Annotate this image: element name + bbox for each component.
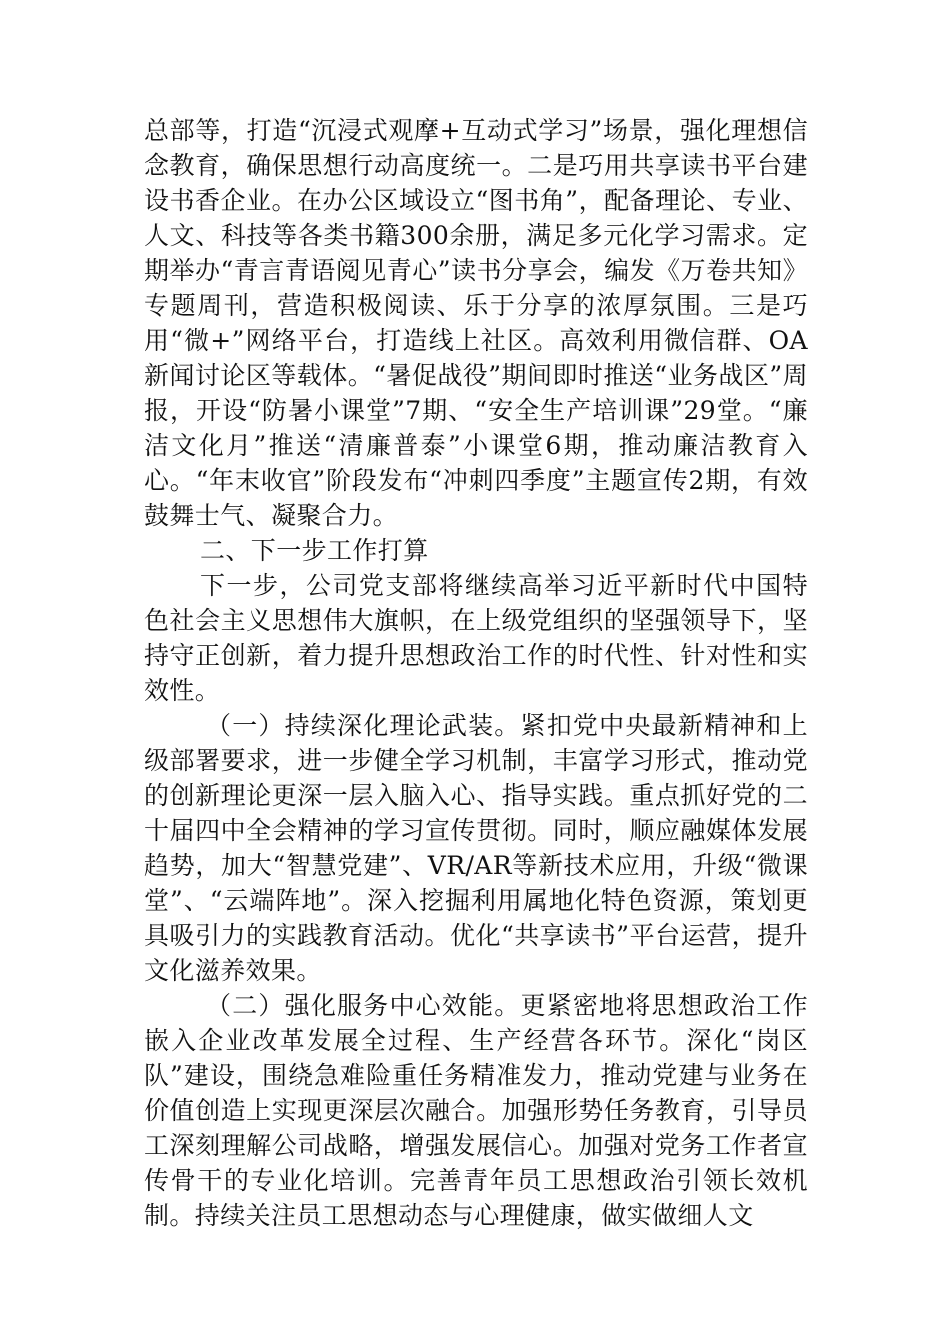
document-page (144, 113, 808, 1233)
body-paragraph-item-1: （一）持续深化理论武装。紧扣党中央最新精神和上级部署要求，进一步健全学习机制，丰富学习形式，推动党的创新理论更深一层入脑入心、指导实践。重点抓好党的二十届四中全会精神的学习宣传贯彻。同时，顺应融媒体发展趋势，加大“智慧党建”、VR/AR等新技术应用，升级“微课堂”、“云端阵地”。深入挖掘利用属地化特色资源，策划更具吸引力的实践教育活动。优化“共享读书”平台运营，提升文化滋养效果。 (144, 711, 808, 985)
body-paragraph-next-steps-intro: 下一步，公司党支部将继续高举习近平新时代中国特色社会主义思想伟大旗帜，在上级党组织的坚强领导下，坚持守正创新，着力提升思想政治工作的时代性、针对性和实效性。 (144, 571, 808, 705)
body-paragraph-item-2: （二）强化服务中心效能。更紧密地将思想政治工作嵌入企业改革发展全过程、生产经营各环节。深化“岗区队”建设，围绕急难险重任务精准发力，推动党建与业务在价值创造上实现更深层次融合。加强形势任务教育，引导员工深刻理解公司战略，增强发展信心。加强对党务工作者宣传骨干的专业化培训。完善青年员工思想政治引领长效机制。持续关注员工思想动态与心理健康，做实做细人文 (144, 991, 808, 1230)
section-heading-next-steps: 二、下一步工作打算 (200, 536, 429, 565)
body-paragraph-continued: 总部等，打造“沉浸式观摩+互动式学习”场景，强化理想信念教育，确保思想行动高度统一。二是巧用共享读书平台建设书香企业。在办公区域设立“图书角”，配备理论、专业、人文、科技等各类书籍300余册，满足多元化学习需求。定期举办“青言青语阅见青心”读书分享会，编发《万卷共知》专题周刊，营造积极阅读、乐于分享的浓厚氛围。三是巧用“微+”网络平台，打造线上社区。高效利用微信群、OA新闻讨论区等载体。“暑促战役”期间即时推送“业务战区”周报，开设“防暑小课堂”7期、“安全生产培训课”29堂。“廉洁文化月”推送“清廉普泰”小课堂6期，推动廉洁教育入心。“年末收官”阶段发布“冲刺四季度”主题宣传2期，有效鼓舞士气、凝聚合力。 (144, 116, 808, 530)
